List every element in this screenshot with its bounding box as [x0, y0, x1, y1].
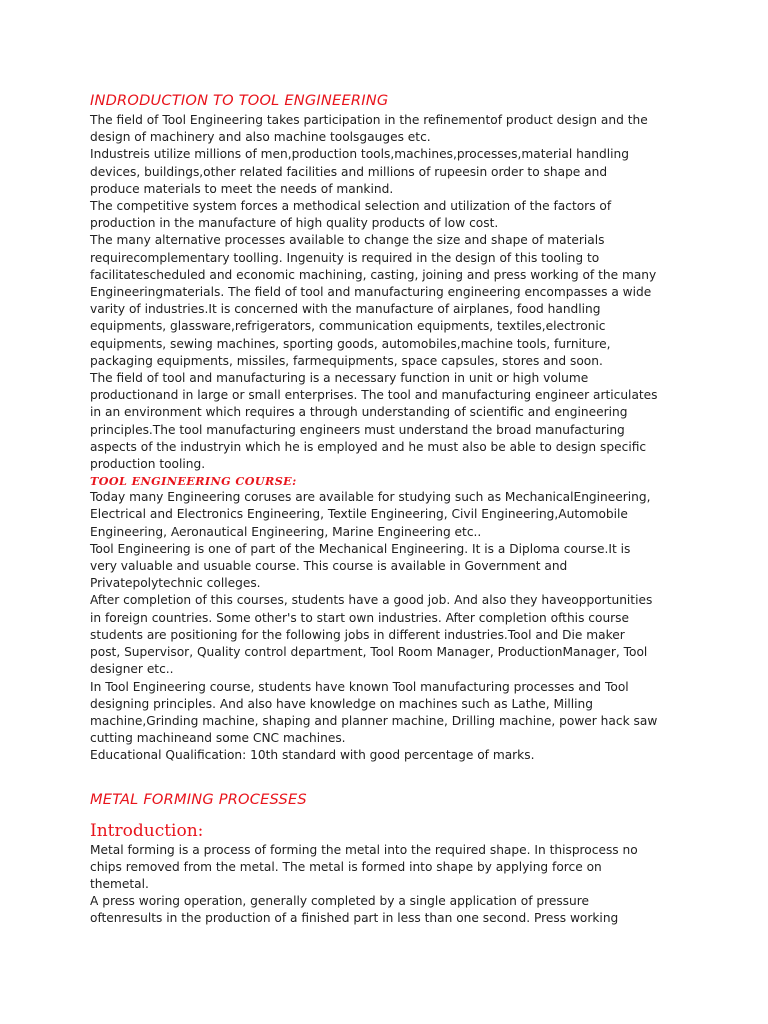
intro-paragraph: The field of Tool Engineering takes participation in the refinementof product design and the design of machinery and also machine toolsgauges etc.: [90, 113, 648, 145]
course-paragraph: Educational Qualification: 10th standard with good percentage of marks.: [90, 748, 535, 763]
course-paragraph: Tool Engineering is one of part of the Mechanical Engineering. It is a Diploma course.It is very valuable and usuable course. This course is available in Government and Privatepolytechnic colleges.: [90, 541, 631, 591]
metal-paragraph: A press woring operation, generally completed by a single application of pressure oftenresults in the production of a finished part in less than one second. Press working: [90, 894, 619, 926]
intro-paragraph: The competitive system forces a methodical selection and utilization of the factors of production in the manufacture of high quality products of low cost.: [90, 199, 612, 231]
course-paragraph: Today many Engineering coruses are available for studying such as MechanicalEngineering, Electrical and Electronics Engineering, Textile Engineering, Civil Engineering,Automobile Engineering, Aeronautical Engineering, Marine Engineering etc..: [90, 490, 651, 539]
metal-forming-heading: METAL FORMING PROCESSES: [90, 790, 307, 808]
intro-heading: INDRODUCTION TO TOOL ENGINEERING: [90, 92, 389, 109]
course-heading: TOOL ENGINEERING COURSE:: [90, 474, 297, 489]
metal-paragraph: Metal forming is a process of forming the metal into the required shape. In thisprocess no chips removed from the metal. The metal is formed into shape by applying force on themetal.: [90, 842, 638, 891]
intro-paragraph: The field of tool and manufacturing is a necessary function in unit or high volume productionand in large or small enterprises. The tool and manufacturing engineer articulates in an environment which requires a through understanding of scientific and engineering principles.The tool manufacturing engineers must understand the broad manufacturing aspects of the industryin which he is employed and he must also be able to design specific production tooling.: [90, 371, 658, 472]
intro-paragraph: The many alternative processes available to change the size and shape of materials requirecomplementary toolling. Ingenuity is required in the design of this tooling to facilitatescheduled and economic machining, casting, joining and press working of the many Engineeringmaterials. The field of tool and manufacturing engineering encompasses a wide varity of industries.It is concerned with the manufacture of airplanes, food handling equipments, glassware,refrigerators, communication equipments, textiles,electronic equipments, sewing machines, sporting goods, automobiles,machine tools, furniture, packaging equipments, missiles, farmequipments, space capsules, stores and soon.: [90, 233, 657, 368]
intro-paragraph: Industreis utilize millions of men,production tools,machines,processes,material handling devices, buildings,other related facilities and millions of rupeesin order to shape and produce materials to meet the needs of mankind.: [90, 147, 629, 196]
course-paragraph: In Tool Engineering course, students have known Tool manufacturing processes and Tool designing principles. And also have knowledge on machines such as Lathe, Milling machine,Grinding machine, shaping and planner machine, Drilling machine, power hack saw cutting machineand some CNC machines.: [90, 679, 658, 746]
course-paragraph: After completion of this courses, students have a good job. And also they haveopportunities in foreign countries. Some other's to start own industries. After completion ofthis course students are positioning for the following jobs in different industries.Tool and Die maker post, Supervisor, Quality control department, Tool Room Manager, ProductionManager, Tool designer etc..: [90, 593, 653, 677]
introduction-subheading: Introduction:: [90, 820, 204, 841]
document-page: [90, 92, 680, 928]
